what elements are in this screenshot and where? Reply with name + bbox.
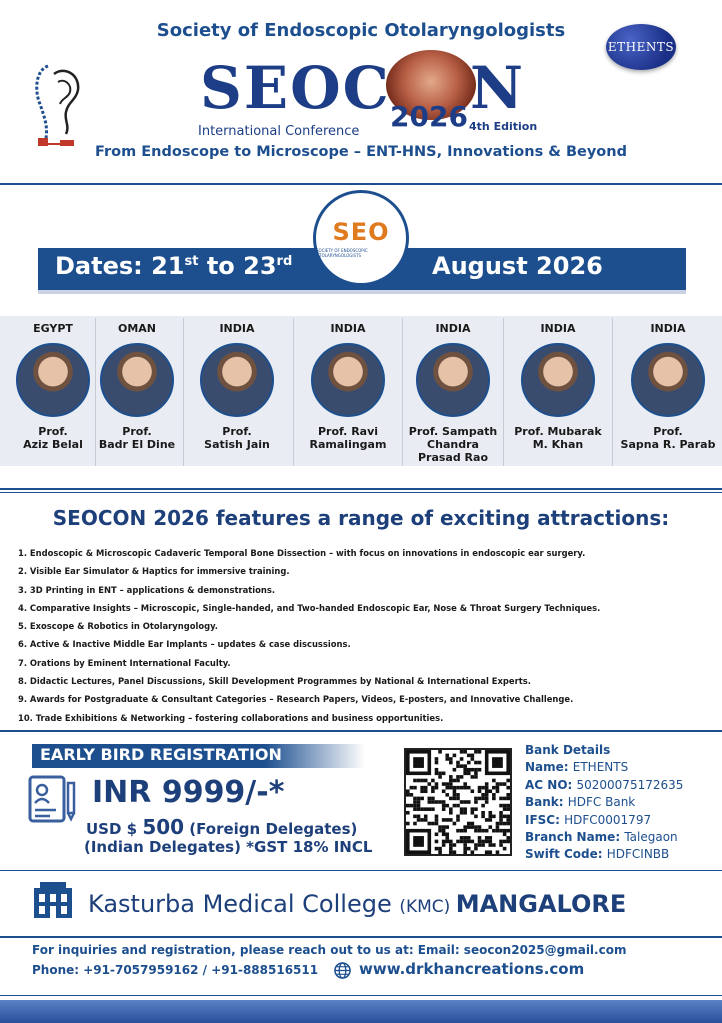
faculty-country: INDIA: [435, 322, 471, 335]
seo-society-logo: [313, 190, 409, 286]
dates-month: August 2026: [432, 252, 603, 280]
feature-item: 8. Didactic Lectures, Panel Discussions, Skill Development Programmes by National & International Experts.: [18, 676, 531, 687]
faculty-country: INDIA: [540, 322, 576, 335]
faculty-card: [615, 318, 721, 466]
college-building-icon: [32, 880, 74, 920]
faculty-photo: [631, 343, 705, 417]
faculty-name: Prof. Sampath Chandra Prasad Rao: [408, 425, 498, 464]
divider: [0, 492, 722, 493]
feature-item: 9. Awards for Postgraduate & Consultant Categories – Research Papers, Videos, E-posters, and Innovative Challenge.: [18, 694, 574, 705]
faculty-name: Prof. Aziz Belal: [23, 425, 83, 451]
feature-item: 1. Endoscopic & Microscopic Cadaveric Temporal Bone Dissection – with focus on innovations in endoscopic ear surgery.: [18, 548, 586, 558]
faculty-photo: [100, 343, 174, 417]
bank-account-row: AC NO: 50200075172635: [525, 777, 684, 792]
faculty-card: [184, 318, 290, 466]
early-bird-title: EARLY BIRD REGISTRATION: [40, 745, 282, 764]
faculty-photo: [311, 343, 385, 417]
faculty-separator: [293, 318, 294, 466]
feature-item: 7. Orations by Eminent International Faculty.: [18, 657, 231, 668]
seo-logo-small-text: SOCIETY OF ENDOSCOPIC OTOLARYNGOLOGISTS: [316, 248, 368, 258]
faculty-photo: [416, 343, 490, 417]
indian-delegates-note: (Indian Delegates) *GST 18% INCL: [84, 838, 373, 856]
bank-details: [525, 742, 683, 864]
conference-year: 2026: [390, 100, 468, 133]
faculty-country: EGYPT: [33, 322, 73, 335]
faculty-separator: [503, 318, 504, 466]
feature-item: 5. Exoscope & Robotics in Otolaryngology.: [18, 621, 218, 632]
features-list: [18, 547, 708, 730]
seo-logo-text: SEO: [332, 218, 390, 246]
seocon-title-n: N: [470, 54, 524, 122]
faculty-photo: [521, 343, 595, 417]
ethents-logo: ETHENTS: [606, 24, 676, 70]
feature-item: 4. Comparative Insights – Microscopic, Single-handed, and Two-handed Endoscopic Ear, Nose & Throat Surgery Techniques.: [18, 602, 601, 613]
tagline: From Endoscope to Microscope – ENT-HNS, Innovations & Beyond: [95, 144, 627, 160]
faculty-name: Prof. Satish Jain: [204, 425, 270, 451]
bank-ifsc-row: IFSC: HDFC0001797: [525, 812, 652, 827]
faculty-country: INDIA: [650, 322, 686, 335]
faculty-country: OMAN: [117, 322, 157, 335]
bank-branch-row: Branch Name: Talegaon: [525, 830, 678, 845]
venue-name: Kasturba Medical College (KMC) MANGALORE: [88, 890, 627, 918]
features-title: SEOCON 2026 features a range of exciting attractions:: [52, 506, 670, 530]
dates-text: Dates: 21st to 23rd: [55, 252, 293, 280]
faculty-name: Prof. Sapna R. Parab: [620, 425, 716, 451]
bank-bank-row: Bank: HDFC Bank: [525, 795, 636, 810]
divider: [0, 730, 722, 732]
faculty-card: [295, 318, 401, 466]
divider: [0, 995, 722, 996]
divider: [0, 488, 722, 490]
feature-item: 6. Active & Inactive Middle Ear Implants – updates & case discussions.: [18, 639, 351, 650]
payment-qr-code: [404, 748, 512, 856]
seocon-title: SEOC: [200, 54, 391, 122]
bank-swift-row: Swift Code: HDFCINBB: [525, 847, 670, 862]
inquiry-email: For inquiries and registration, please reach out to us at: Email: seocon2025@gmail.com: [32, 943, 627, 957]
dates-banner-shadow: [38, 290, 686, 294]
website-link[interactable]: www.drkhancreations.com: [359, 960, 585, 978]
bank-details-title: Bank Details: [525, 743, 611, 757]
faculty-country: INDIA: [219, 322, 255, 335]
international-conference-label: International Conference: [198, 124, 360, 139]
society-name: Society of Endoscopic Otolaryngologists: [156, 20, 566, 41]
price-inr: INR 9999/-*: [92, 775, 285, 810]
feature-item: 10. Trade Exhibitions & Networking – fostering collaborations and business opportunities.: [18, 712, 444, 723]
faculty-card: [400, 318, 506, 466]
ear-logo-icon: [30, 60, 86, 152]
faculty-name: Prof. Ravi Ramalingam: [309, 425, 387, 451]
faculty-name: Prof. Badr El Dine: [98, 425, 176, 451]
faculty-card: [84, 318, 190, 466]
faculty-country: INDIA: [330, 322, 366, 335]
bank-name-row: Name: ETHENTS: [525, 760, 629, 775]
faculty-photo: [16, 343, 90, 417]
divider: [0, 183, 722, 185]
edition-label: 4th Edition: [469, 120, 538, 133]
divider: [0, 870, 722, 871]
footer-bar: [0, 1000, 722, 1023]
feature-item: 2. Visible Ear Simulator & Haptics for immersive training.: [18, 566, 290, 577]
faculty-photo: [200, 343, 274, 417]
faculty-name: Prof. Mubarak M. Khan: [514, 425, 602, 451]
feature-item: 3. 3D Printing in ENT – applications & demonstrations.: [18, 584, 276, 595]
contact-phone: Phone: +91-7057959162 / +91-888516511: [32, 963, 319, 977]
divider: [0, 936, 722, 938]
price-usd: USD $ 500 (Foreign Delegates): [86, 815, 358, 839]
registration-form-icon: [26, 773, 80, 827]
faculty-card: [505, 318, 611, 466]
globe-icon: [334, 962, 351, 979]
faculty-separator: [612, 318, 613, 466]
